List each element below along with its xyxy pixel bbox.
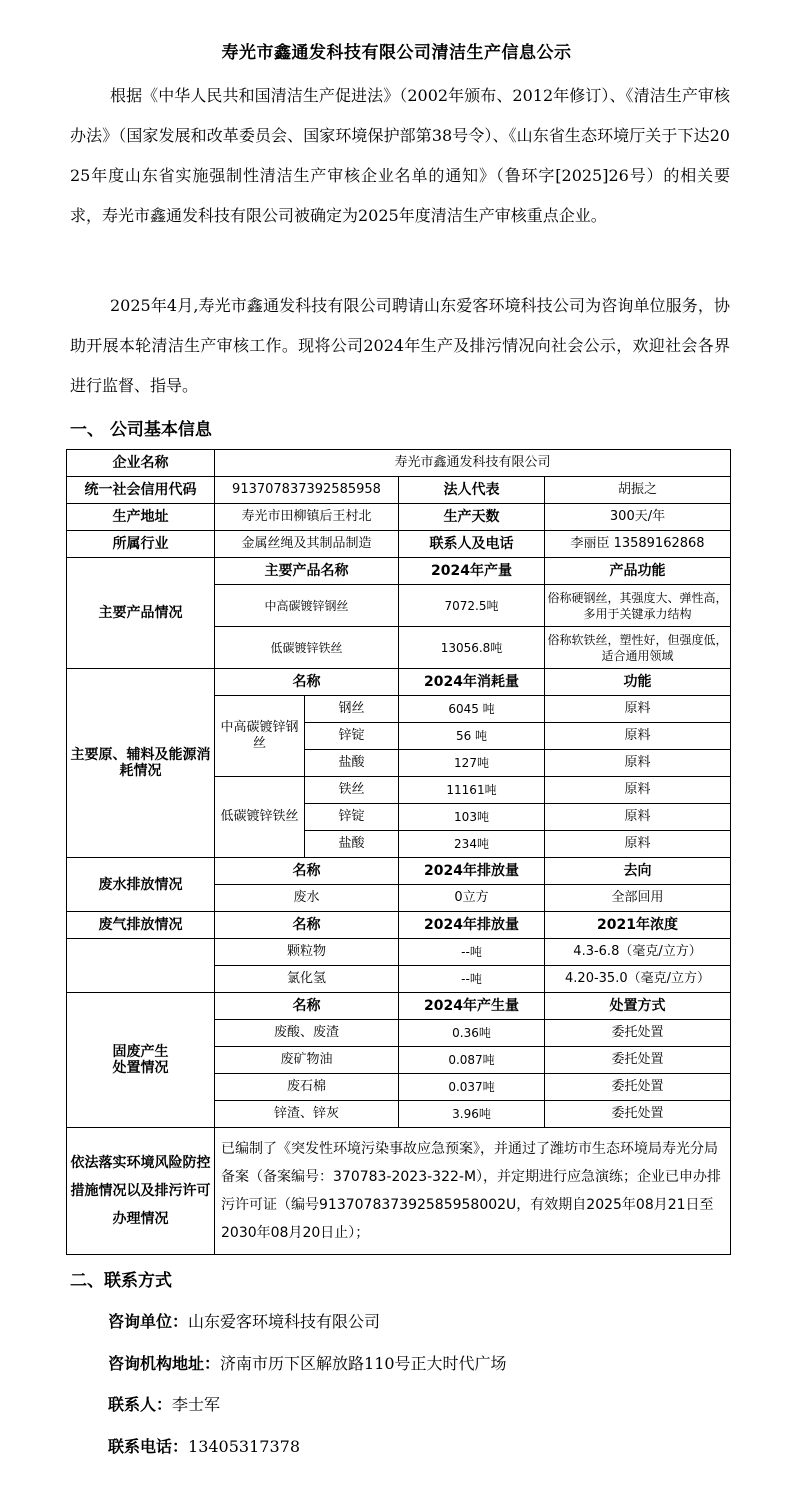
- solid-amount: 0.087吨: [399, 1047, 545, 1074]
- contact-person-label: 联系人：: [108, 1395, 173, 1414]
- contact-person: [108, 1392, 220, 1415]
- solid-name: 锌渣、锌灰: [215, 1101, 399, 1128]
- company-name-value: 寿光市鑫通发科技有限公司: [215, 450, 731, 477]
- contact-person-value: 李士军: [172, 1395, 221, 1414]
- row-credit-code: [67, 477, 731, 504]
- section-heading-basic-info: 一、 公司基本信息: [70, 420, 212, 440]
- materials-header-function: 功能: [545, 669, 731, 696]
- material-name: 钢丝: [305, 696, 399, 723]
- wastewater-header-name: 名称: [215, 858, 399, 885]
- material-name: 盐酸: [305, 750, 399, 777]
- consult-address-value: 济南市历下区解放路110号正大时代广场: [220, 1354, 507, 1373]
- intro-paragraph-2: 2025年4月,寿光市鑫通发科技有限公司聘请山东爱客环境科技公司为咨询单位服务，协助开展本轮清洁生产审核工作。现将公司2024年生产及排污情况向社会公示，欢迎社会各界进行监督、指导。: [70, 296, 730, 395]
- solid-header-row: [67, 993, 731, 1020]
- wastewater-destination: 全部回用: [545, 885, 731, 912]
- consult-unit-value: 山东爱客环境科技有限公司: [188, 1312, 381, 1331]
- product-function: 俗称软铁丝，塑性好，但强度低，适合通用领域: [545, 627, 731, 669]
- material-function: 原料: [545, 777, 731, 804]
- material-name: 锌锭: [305, 723, 399, 750]
- production-days-label: 生产天数: [399, 504, 545, 531]
- solid-header-amount: 2024年产生量: [399, 993, 545, 1020]
- material-function: 原料: [545, 723, 731, 750]
- materials-section-label: 主要原、辅料及能源消耗情况: [67, 669, 215, 858]
- product-output: 13056.8吨: [399, 627, 545, 669]
- wastewater-header-destination: 去向: [545, 858, 731, 885]
- contact-phone: [108, 1434, 300, 1457]
- products-header-name: 主要产品名称: [215, 558, 399, 585]
- contact-phone-value: 李丽臣 13589162868: [545, 531, 731, 558]
- materials-header-consumption: 2024年消耗量: [399, 669, 545, 696]
- solid-disposal: 委托处置: [545, 1101, 731, 1128]
- material-amount: 11161吨: [399, 777, 545, 804]
- row-industry: [67, 531, 731, 558]
- gas-amount: --吨: [399, 966, 545, 993]
- credit-code-label: 统一社会信用代码: [67, 477, 215, 504]
- solid-amount: 0.36吨: [399, 1020, 545, 1047]
- contact-phone-label: 联系电话：: [108, 1437, 189, 1456]
- gas-name: 颗粒物: [215, 939, 399, 966]
- gas-header-name: 名称: [215, 912, 399, 939]
- products-header-function: 产品功能: [545, 558, 731, 585]
- wastewater-header-row: [67, 858, 731, 885]
- gas-header-row: [67, 912, 731, 939]
- consult-unit: [108, 1309, 380, 1332]
- credit-code-value: 913707837392585958: [215, 477, 399, 504]
- solid-amount: 0.037吨: [399, 1074, 545, 1101]
- risk-section-label: 依法落实环境风险防控措施情况以及排污许可办理情况: [67, 1128, 215, 1255]
- material-name: 铁丝: [305, 777, 399, 804]
- wastewater-header-amount: 2024年排放量: [399, 858, 545, 885]
- material-group-label: 中高碳镀锌钢丝: [215, 696, 305, 777]
- consult-unit-label: 咨询单位：: [108, 1312, 189, 1331]
- solid-name: 废矿物油: [215, 1047, 399, 1074]
- material-amount: 56 吨: [399, 723, 545, 750]
- legal-rep-value: 胡振之: [545, 477, 731, 504]
- wastewater-section-label: 废水排放情况: [67, 858, 215, 912]
- company-info-table: [66, 449, 731, 1255]
- material-function: 原料: [545, 804, 731, 831]
- legal-rep-label: 法人代表: [399, 477, 545, 504]
- material-function: 原料: [545, 696, 731, 723]
- row-company-name: [67, 450, 731, 477]
- material-function: 原料: [545, 831, 731, 858]
- consult-address-label: 咨询机构地址：: [108, 1354, 221, 1373]
- gas-empty-cell: [67, 939, 215, 993]
- material-group-label: 低碳镀锌铁丝: [215, 777, 305, 858]
- product-function: 俗称硬钢丝，其强度大、弹性高，多用于关键承力结构: [545, 585, 731, 627]
- material-name: 锌锭: [305, 804, 399, 831]
- gas-concentration: 4.3-6.8（毫克/立方）: [545, 939, 731, 966]
- products-section-label: 主要产品情况: [67, 558, 215, 669]
- solid-name: 废酸、废渣: [215, 1020, 399, 1047]
- address-label: 生产地址: [67, 504, 215, 531]
- risk-text: 已编制了《突发性环境污染事故应急预案》，并通过了潍坊市生态环境局寿光分局备案（备案编号：370783-2023-322-M），并定期进行应急演练；企业已申办排污许可证（编号913707837392585958002U，有效期自2025年08月21日至2030年08月20日止）；: [215, 1128, 731, 1255]
- product-name: 低碳镀锌铁丝: [215, 627, 399, 669]
- materials-header-row: [67, 669, 731, 696]
- materials-header-name: 名称: [215, 669, 399, 696]
- intro-paragraph-1: 根据《中华人民共和国清洁生产促进法》（2002年颁布、2012年修订）、《清洁生产审核办法》（国家发展和改革委员会、国家环境保护部第38号令）、《山东省生态环境厅关于下达2025年度山东省实施强制性清洁生产审核企业名单的通知》（鲁环字[2025]26号）的相关要求，寿光市鑫通发科技有限公司被确定为2025年度清洁生产审核重点企业。: [70, 86, 730, 225]
- products-header-row: [67, 558, 731, 585]
- solid-header-name: 名称: [215, 993, 399, 1020]
- wastewater-name: 废水: [215, 885, 399, 912]
- gas-name: 氯化氢: [215, 966, 399, 993]
- table-row: [67, 939, 731, 966]
- industry-value: 金属丝绳及其制品制造: [215, 531, 399, 558]
- material-amount: 234吨: [399, 831, 545, 858]
- row-address: [67, 504, 731, 531]
- material-name: 盐酸: [305, 831, 399, 858]
- product-output: 7072.5吨: [399, 585, 545, 627]
- consult-address: [108, 1351, 507, 1374]
- solid-section-label: [67, 993, 215, 1128]
- gas-header-concentration: 2021年浓度: [545, 912, 731, 939]
- gas-section-label: 废气排放情况: [67, 912, 215, 939]
- page-title: 寿光市鑫通发科技有限公司清洁生产信息公示: [221, 43, 572, 63]
- solid-name: 废石棉: [215, 1074, 399, 1101]
- section-heading-contact: 二、联系方式: [70, 1271, 172, 1291]
- risk-row: [67, 1128, 731, 1255]
- production-days-value: 300天/年: [545, 504, 731, 531]
- gas-concentration: 4.20-35.0（毫克/立方）: [545, 966, 731, 993]
- product-name: 中高碳镀锌钢丝: [215, 585, 399, 627]
- material-function: 原料: [545, 750, 731, 777]
- solid-label-line2: 处置情况: [112, 1060, 169, 1076]
- products-header-output: 2024年产量: [399, 558, 545, 585]
- gas-amount: --吨: [399, 939, 545, 966]
- gas-header-amount: 2024年排放量: [399, 912, 545, 939]
- solid-amount: 3.96吨: [399, 1101, 545, 1128]
- solid-disposal: 委托处置: [545, 1020, 731, 1047]
- address-value: 寿光市田柳镇后王村北: [215, 504, 399, 531]
- contact-phone-value: 13405317378: [188, 1437, 300, 1456]
- solid-header-disposal: 处置方式: [545, 993, 731, 1020]
- material-amount: 103吨: [399, 804, 545, 831]
- contact-phone-label: 联系人及电话: [399, 531, 545, 558]
- solid-disposal: 委托处置: [545, 1047, 731, 1074]
- material-amount: 127吨: [399, 750, 545, 777]
- industry-label: 所属行业: [67, 531, 215, 558]
- solid-label-line1: 固废产生: [112, 1044, 169, 1060]
- wastewater-amount: 0立方: [399, 885, 545, 912]
- material-amount: 6045 吨: [399, 696, 545, 723]
- solid-disposal: 委托处置: [545, 1074, 731, 1101]
- company-name-label: 企业名称: [67, 450, 215, 477]
